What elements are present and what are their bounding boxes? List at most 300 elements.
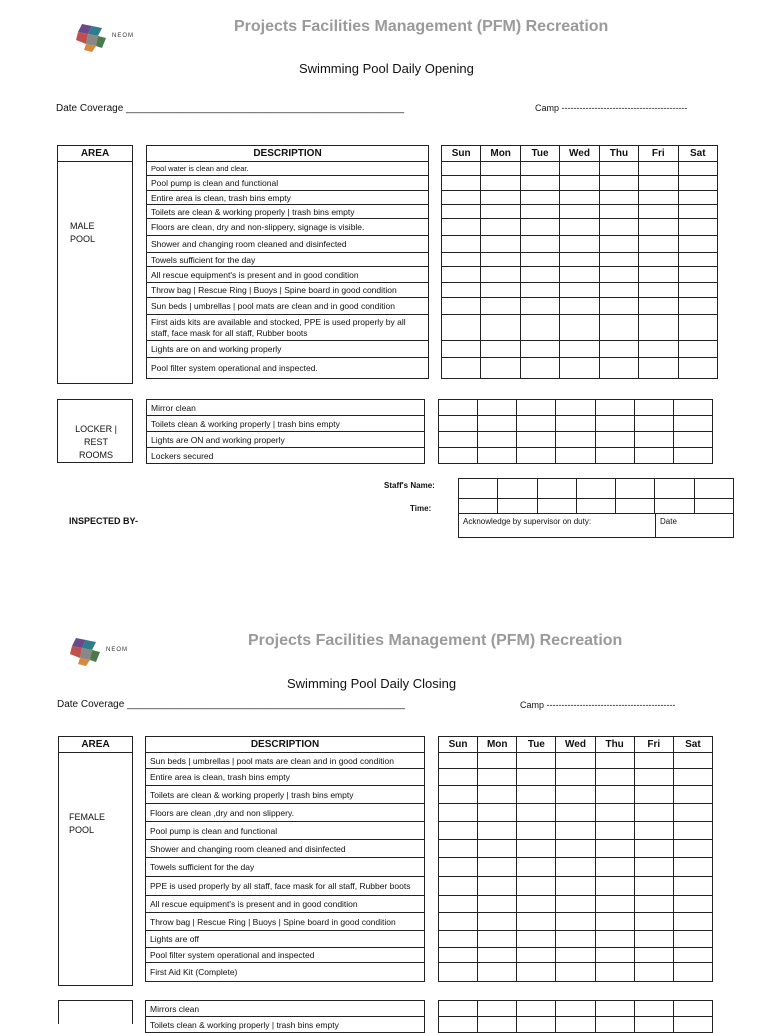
check-cell[interactable] (599, 236, 638, 253)
day-sun: Sun (442, 146, 481, 162)
check-cell[interactable] (517, 963, 556, 982)
closing-locker-area-column (58, 1000, 133, 1024)
checklist-item: Pool pump is clean and functional (146, 822, 425, 840)
check-cell[interactable] (678, 283, 717, 298)
check-cell[interactable] (478, 931, 517, 948)
check-cell[interactable] (517, 822, 556, 840)
check-cell[interactable] (556, 416, 595, 432)
check-cell[interactable] (517, 786, 556, 804)
check-cell[interactable] (556, 1017, 595, 1033)
check-cell[interactable] (639, 283, 678, 298)
check-row (439, 896, 713, 913)
acknowledge-date[interactable]: Date (656, 514, 734, 538)
check-cell[interactable] (478, 822, 517, 840)
check-cell[interactable] (634, 896, 673, 913)
check-cell[interactable] (673, 840, 712, 858)
check-cell[interactable] (560, 283, 599, 298)
check-cell[interactable] (439, 858, 478, 877)
checklist-item: Sun beds | umbrellas | pool mats are clean and in good condition (146, 753, 425, 769)
check-cell[interactable] (520, 253, 559, 267)
check-cell[interactable] (481, 341, 520, 358)
check-cell[interactable] (517, 432, 556, 448)
check-row (439, 948, 713, 963)
check-cell[interactable] (560, 176, 599, 191)
check-cell[interactable] (595, 963, 634, 982)
org-title: Projects Facilities Management (PFM) Recreation (234, 18, 609, 35)
check-cell[interactable] (634, 1001, 673, 1017)
checklist-item-first-aid: First aids kits are available and stocked, PPE is used properly by all staff, face mask for all staff, Rubber boots (147, 315, 429, 341)
check-cell[interactable] (678, 341, 717, 358)
day-sat: Sat (678, 146, 717, 162)
check-cell[interactable] (517, 400, 556, 416)
checklist-item: Sun beds | umbrellas | pool mats are clean and in good condition (147, 298, 429, 315)
check-cell[interactable] (634, 931, 673, 948)
check-cell[interactable] (673, 448, 712, 464)
check-cell[interactable] (560, 253, 599, 267)
staff-signoff-grid (458, 478, 734, 514)
check-cell[interactable] (678, 176, 717, 191)
check-row (442, 283, 718, 298)
check-row (439, 448, 713, 464)
input-cell[interactable] (459, 479, 498, 499)
check-cell[interactable] (442, 298, 481, 315)
check-cell[interactable] (634, 804, 673, 822)
check-cell[interactable] (556, 931, 595, 948)
checklist-item: Pool filter system operational and inspected (146, 948, 425, 963)
check-cell[interactable] (439, 769, 478, 786)
check-cell[interactable] (634, 948, 673, 963)
check-cell[interactable] (639, 176, 678, 191)
check-cell[interactable] (520, 191, 559, 205)
checklist-item: Shower and changing room cleaned and disinfected (146, 840, 425, 858)
check-cell[interactable] (639, 298, 678, 315)
checklist-item: Toilets clean & working properly | trash bins empty (147, 416, 425, 432)
check-cell[interactable] (517, 804, 556, 822)
check-cell[interactable] (478, 432, 517, 448)
check-cell[interactable] (678, 267, 717, 283)
check-cell[interactable] (481, 219, 520, 236)
check-row (442, 176, 718, 191)
check-row (439, 1017, 713, 1033)
check-cell[interactable] (478, 786, 517, 804)
check-cell[interactable] (442, 358, 481, 379)
check-cell[interactable] (439, 1017, 478, 1033)
check-cell[interactable] (556, 896, 595, 913)
check-cell[interactable] (439, 786, 478, 804)
check-cell[interactable] (481, 267, 520, 283)
checklist-item: Lockers secured (147, 448, 425, 464)
checklist-item: Mirrors clean (146, 1001, 425, 1017)
check-cell[interactable] (556, 858, 595, 877)
check-cell[interactable] (599, 253, 638, 267)
check-cell[interactable] (678, 162, 717, 176)
check-row (439, 931, 713, 948)
input-cell[interactable] (694, 479, 733, 499)
check-cell[interactable] (556, 804, 595, 822)
input-cell[interactable] (694, 499, 733, 514)
check-cell[interactable] (639, 191, 678, 205)
female-area-column (58, 736, 133, 986)
check-cell[interactable] (595, 769, 634, 786)
opening-date-coverage[interactable]: Date Coverage __________________________________________________ (56, 103, 405, 114)
check-row (439, 822, 713, 840)
check-cell[interactable] (673, 1017, 712, 1033)
check-cell[interactable] (634, 1017, 673, 1033)
check-cell[interactable] (599, 191, 638, 205)
check-cell[interactable] (439, 1001, 478, 1017)
check-cell[interactable] (599, 176, 638, 191)
check-cell[interactable] (556, 400, 595, 416)
check-cell[interactable] (481, 191, 520, 205)
check-cell[interactable] (556, 786, 595, 804)
closing-locker-day-grid (438, 1000, 713, 1033)
input-cell[interactable] (655, 479, 694, 499)
check-cell[interactable] (442, 283, 481, 298)
checklist-item: All rescue equipment's is present and in good condition (146, 896, 425, 913)
check-cell[interactable] (520, 283, 559, 298)
check-cell[interactable] (517, 416, 556, 432)
check-cell[interactable] (442, 315, 481, 341)
check-cell[interactable] (599, 283, 638, 298)
check-row (439, 804, 713, 822)
check-cell[interactable] (639, 315, 678, 341)
check-cell[interactable] (634, 448, 673, 464)
check-cell[interactable] (595, 896, 634, 913)
check-cell[interactable] (478, 400, 517, 416)
check-cell[interactable] (517, 877, 556, 896)
check-cell[interactable] (439, 448, 478, 464)
check-cell[interactable] (595, 448, 634, 464)
check-cell[interactable] (639, 341, 678, 358)
check-cell[interactable] (520, 298, 559, 315)
checklist-item: Entire area is clean, trash bins empty (147, 191, 429, 205)
check-cell[interactable] (560, 219, 599, 236)
check-cell[interactable] (517, 769, 556, 786)
check-cell[interactable] (520, 315, 559, 341)
check-cell[interactable] (595, 840, 634, 858)
check-cell[interactable] (442, 219, 481, 236)
check-cell[interactable] (673, 416, 712, 432)
check-cell[interactable] (673, 858, 712, 877)
check-cell[interactable] (634, 432, 673, 448)
check-row (442, 298, 718, 315)
check-cell[interactable] (478, 1017, 517, 1033)
check-cell[interactable] (442, 341, 481, 358)
check-cell[interactable] (595, 1001, 634, 1017)
check-cell[interactable] (595, 786, 634, 804)
check-cell[interactable] (639, 253, 678, 267)
check-cell[interactable] (673, 913, 712, 931)
check-cell[interactable] (517, 948, 556, 963)
check-cell[interactable] (595, 877, 634, 896)
check-cell[interactable] (478, 963, 517, 982)
check-cell[interactable] (520, 205, 559, 219)
check-cell[interactable] (673, 931, 712, 948)
check-row (442, 219, 718, 236)
check-cell[interactable] (678, 219, 717, 236)
check-cell[interactable] (478, 448, 517, 464)
check-cell[interactable] (599, 267, 638, 283)
check-cell[interactable] (595, 1017, 634, 1033)
check-cell[interactable] (442, 253, 481, 267)
input-cell[interactable] (655, 499, 694, 514)
check-cell[interactable] (439, 804, 478, 822)
check-cell[interactable] (678, 191, 717, 205)
check-cell[interactable] (599, 315, 638, 341)
check-cell[interactable] (634, 858, 673, 877)
check-cell[interactable] (673, 769, 712, 786)
check-cell[interactable] (481, 315, 520, 341)
check-cell[interactable] (678, 236, 717, 253)
check-cell[interactable] (520, 236, 559, 253)
check-cell[interactable] (481, 162, 520, 176)
check-cell[interactable] (639, 205, 678, 219)
check-cell[interactable] (673, 963, 712, 982)
check-cell[interactable] (517, 1017, 556, 1033)
check-cell[interactable] (634, 822, 673, 840)
check-cell[interactable] (556, 913, 595, 931)
checklist-item: Floors are clean ,dry and non slippery. (146, 804, 425, 822)
check-cell[interactable] (481, 236, 520, 253)
checklist-item: All rescue equipment's is present and in good condition (147, 267, 429, 283)
check-cell[interactable] (478, 804, 517, 822)
check-cell[interactable] (478, 769, 517, 786)
check-cell[interactable] (560, 205, 599, 219)
check-cell[interactable] (439, 963, 478, 982)
check-cell[interactable] (639, 267, 678, 283)
check-cell[interactable] (673, 1001, 712, 1017)
check-cell[interactable] (439, 877, 478, 896)
check-cell[interactable] (560, 315, 599, 341)
check-cell[interactable] (442, 267, 481, 283)
check-cell[interactable] (673, 896, 712, 913)
check-cell[interactable] (678, 315, 717, 341)
check-cell[interactable] (595, 400, 634, 416)
check-cell[interactable] (481, 253, 520, 267)
check-cell[interactable] (439, 400, 478, 416)
check-cell[interactable] (595, 931, 634, 948)
check-cell[interactable] (639, 219, 678, 236)
check-cell[interactable] (560, 298, 599, 315)
check-cell[interactable] (595, 858, 634, 877)
input-cell[interactable] (498, 479, 537, 499)
check-cell[interactable] (439, 948, 478, 963)
check-cell[interactable] (481, 176, 520, 191)
check-cell[interactable] (595, 822, 634, 840)
check-cell[interactable] (517, 913, 556, 931)
day-fri: Fri (639, 146, 678, 162)
check-cell[interactable] (478, 913, 517, 931)
check-cell[interactable] (556, 432, 595, 448)
check-cell[interactable] (639, 162, 678, 176)
check-cell[interactable] (599, 298, 638, 315)
check-cell[interactable] (556, 963, 595, 982)
check-cell[interactable] (673, 948, 712, 963)
check-cell[interactable] (478, 896, 517, 913)
check-cell[interactable] (442, 191, 481, 205)
check-cell[interactable] (599, 219, 638, 236)
check-cell[interactable] (599, 358, 638, 379)
check-cell[interactable] (478, 1001, 517, 1017)
closing-date-coverage[interactable]: Date Coverage __________________________________________________ (57, 699, 406, 710)
check-row (442, 236, 718, 253)
check-cell[interactable] (481, 283, 520, 298)
checklist-item: Towels sufficient for the day (147, 253, 429, 267)
input-cell[interactable] (616, 479, 655, 499)
check-cell[interactable] (634, 963, 673, 982)
check-row (442, 315, 718, 341)
check-cell[interactable] (556, 753, 595, 769)
check-cell[interactable] (634, 877, 673, 896)
check-cell[interactable] (639, 358, 678, 379)
check-cell[interactable] (517, 931, 556, 948)
male-pool-label: MALE POOL (70, 221, 96, 244)
check-cell[interactable] (439, 840, 478, 858)
check-cell[interactable] (439, 753, 478, 769)
check-row (439, 432, 713, 448)
check-cell[interactable] (517, 1001, 556, 1017)
check-cell[interactable] (556, 822, 595, 840)
check-cell[interactable] (442, 162, 481, 176)
check-cell[interactable] (673, 432, 712, 448)
checklist-item: Toilets are clean & working properly | trash bins empty (146, 786, 425, 804)
check-cell[interactable] (556, 448, 595, 464)
check-cell[interactable] (478, 416, 517, 432)
check-cell[interactable] (595, 432, 634, 448)
check-cell[interactable] (520, 358, 559, 379)
check-cell[interactable] (595, 416, 634, 432)
check-cell[interactable] (634, 913, 673, 931)
check-cell[interactable] (439, 416, 478, 432)
check-cell[interactable] (560, 236, 599, 253)
check-cell[interactable] (595, 948, 634, 963)
check-cell[interactable] (520, 162, 559, 176)
input-cell[interactable] (537, 499, 576, 514)
input-cell[interactable] (537, 479, 576, 499)
check-cell[interactable] (442, 205, 481, 219)
check-cell[interactable] (599, 205, 638, 219)
check-row (439, 913, 713, 931)
check-cell[interactable] (634, 400, 673, 416)
check-cell[interactable] (678, 298, 717, 315)
check-cell[interactable] (599, 341, 638, 358)
check-cell[interactable] (556, 840, 595, 858)
input-cell[interactable] (576, 499, 615, 514)
check-cell[interactable] (442, 236, 481, 253)
check-row (439, 400, 713, 416)
check-row (442, 267, 718, 283)
check-cell[interactable] (439, 931, 478, 948)
check-cell[interactable] (595, 804, 634, 822)
check-cell[interactable] (560, 267, 599, 283)
acknowledge-supervisor[interactable]: Acknowledge by supervisor on duty: (459, 514, 656, 538)
check-cell[interactable] (556, 948, 595, 963)
check-cell[interactable] (439, 432, 478, 448)
input-cell[interactable] (498, 499, 537, 514)
check-cell[interactable] (639, 236, 678, 253)
check-cell[interactable] (556, 1001, 595, 1017)
checklist-item: Lights are on and working properly (147, 341, 429, 358)
check-cell[interactable] (517, 858, 556, 877)
check-cell[interactable] (599, 162, 638, 176)
check-cell[interactable] (595, 913, 634, 931)
check-cell[interactable] (678, 205, 717, 219)
check-cell[interactable] (560, 162, 599, 176)
check-cell[interactable] (439, 913, 478, 931)
check-cell[interactable] (481, 205, 520, 219)
check-cell[interactable] (478, 948, 517, 963)
neom-logo-icon (68, 636, 102, 668)
checklist-item: Lights are ON and working properly (147, 432, 425, 448)
check-cell[interactable] (673, 804, 712, 822)
check-cell[interactable] (517, 840, 556, 858)
check-cell[interactable] (673, 753, 712, 769)
time-label: Time: (410, 504, 432, 513)
day-mon: Mon (481, 146, 520, 162)
checklist-item: First Aid Kit (Complete) (146, 963, 425, 982)
check-cell[interactable] (556, 877, 595, 896)
check-row (442, 341, 718, 358)
check-cell[interactable] (481, 298, 520, 315)
check-cell[interactable] (520, 267, 559, 283)
input-cell[interactable] (459, 499, 498, 514)
check-cell[interactable] (560, 341, 599, 358)
check-cell[interactable] (478, 753, 517, 769)
checklist-item: PPE is used properly by all staff, face mask for all staff, Rubber boots (146, 877, 425, 896)
input-cell[interactable] (576, 479, 615, 499)
check-cell[interactable] (678, 253, 717, 267)
check-cell[interactable] (595, 753, 634, 769)
input-cell[interactable] (616, 499, 655, 514)
day-mon: Mon (478, 737, 517, 753)
check-cell[interactable] (673, 786, 712, 804)
check-cell[interactable] (439, 896, 478, 913)
female-day-grid (438, 736, 713, 982)
check-cell[interactable] (478, 840, 517, 858)
check-cell[interactable] (634, 786, 673, 804)
check-cell[interactable] (673, 400, 712, 416)
check-cell[interactable] (634, 840, 673, 858)
closing-camp[interactable]: Camp ------------------------------------------- (520, 700, 676, 710)
check-cell[interactable] (560, 191, 599, 205)
check-row (442, 253, 718, 267)
check-cell[interactable] (673, 822, 712, 840)
check-cell[interactable] (442, 176, 481, 191)
check-cell[interactable] (481, 358, 520, 379)
check-cell[interactable] (517, 448, 556, 464)
check-cell[interactable] (634, 753, 673, 769)
neom-logo (74, 22, 144, 56)
check-cell[interactable] (517, 753, 556, 769)
check-cell[interactable] (556, 769, 595, 786)
check-cell[interactable] (439, 822, 478, 840)
check-cell[interactable] (520, 176, 559, 191)
day-fri: Fri (634, 737, 673, 753)
check-cell[interactable] (673, 877, 712, 896)
check-cell[interactable] (560, 358, 599, 379)
check-cell[interactable] (634, 416, 673, 432)
check-cell[interactable] (678, 358, 717, 379)
staff-name-row (459, 479, 734, 499)
check-cell[interactable] (517, 896, 556, 913)
check-cell[interactable] (478, 877, 517, 896)
check-cell[interactable] (520, 219, 559, 236)
check-cell[interactable] (478, 858, 517, 877)
check-cell[interactable] (520, 341, 559, 358)
check-cell[interactable] (634, 769, 673, 786)
male-day-grid (441, 145, 718, 379)
opening-camp[interactable]: Camp ------------------------------------------ (535, 103, 688, 113)
